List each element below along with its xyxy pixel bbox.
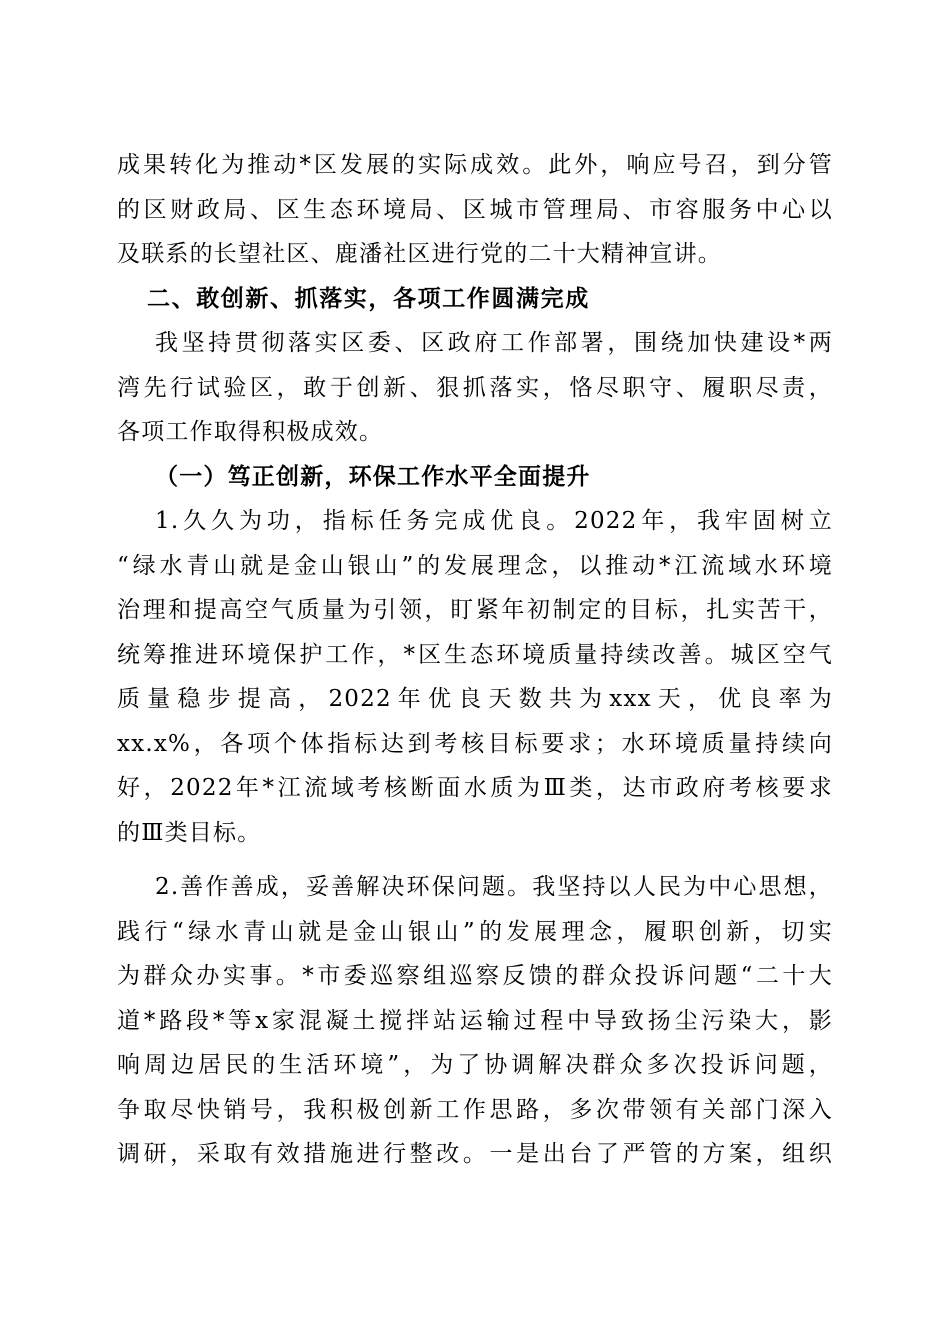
text-line: 为群众办实事。*市委巡察组巡察反馈的群众投诉问题“二十大: [117, 963, 833, 989]
subsection-heading: （一）笃正创新，环保工作水平全面提升: [155, 463, 591, 490]
text-line: 成果转化为推动*区发展的实际成效。此外，响应号召，到分管: [117, 152, 833, 178]
text-line: 的Ⅲ类目标。: [117, 819, 262, 846]
paragraph-intro: [117, 143, 833, 277]
text-line: 及联系的长望社区、鹿潘社区进行党的二十大精神宣讲。: [117, 241, 722, 267]
text-line: 湾先行试验区，敢于创新、狠抓落实，恪尽职守、履职尽责，: [117, 374, 833, 401]
text-line: 1.久久为功，指标任务完成优良。2022年，我牢固树立: [155, 508, 833, 534]
text-line: 质量稳步提高，2022年优良天数共为xxx天，优良率为: [117, 686, 833, 712]
text-line: “绿水青山就是金山银山”的发展理念，以推动*江流域水环境: [117, 552, 833, 579]
text-line: 统筹推进环境保护工作，*区生态环境质量持续改善。城区空气: [117, 641, 833, 668]
text-line: 治理和提高空气质量为引领，盯紧年初制定的目标，扎实苦干，: [117, 597, 833, 623]
text-line: 的区财政局、区生态环境局、区城市管理局、市容服务中心以: [117, 196, 833, 223]
text-line: 道*路段*等x家混凝土搅拌站运输过程中导致扬尘污染大，影: [117, 1007, 833, 1034]
text-line: 争取尽快销号，我积极创新工作思路，多次带领有关部门深入: [117, 1096, 833, 1123]
text-line: 好，2022年*江流域考核断面水质为Ⅲ类，达市政府考核要求: [117, 775, 833, 801]
text-line: 各项工作取得积极成效。: [117, 419, 384, 445]
paragraph-item-1: [117, 499, 833, 855]
section-heading: 二、敢创新、抓落实，各项工作圆满完成: [147, 285, 590, 312]
text-line: 调研，采取有效措施进行整改。一是出台了严管的方案，组织: [117, 1141, 833, 1167]
document-page: [117, 143, 833, 1177]
text-line: xx.x%，各项个体指标达到考核目标要求；水环境质量持续向: [117, 730, 833, 757]
text-line: 2.善作善成，妥善解决环保问题。我坚持以人民为中心思想，: [155, 874, 833, 900]
paragraph-section-intro: [117, 321, 833, 455]
text-line: 我坚持贯彻落实区委、区政府工作部署，围绕加快建设*两: [155, 330, 833, 356]
text-line: 响周边居民的生活环境”，为了协调解决群众多次投诉问题，: [117, 1052, 833, 1078]
paragraph-item-2: [117, 865, 833, 1177]
text-line: 践行“绿水青山就是金山银山”的发展理念，履职创新，切实: [117, 918, 833, 945]
